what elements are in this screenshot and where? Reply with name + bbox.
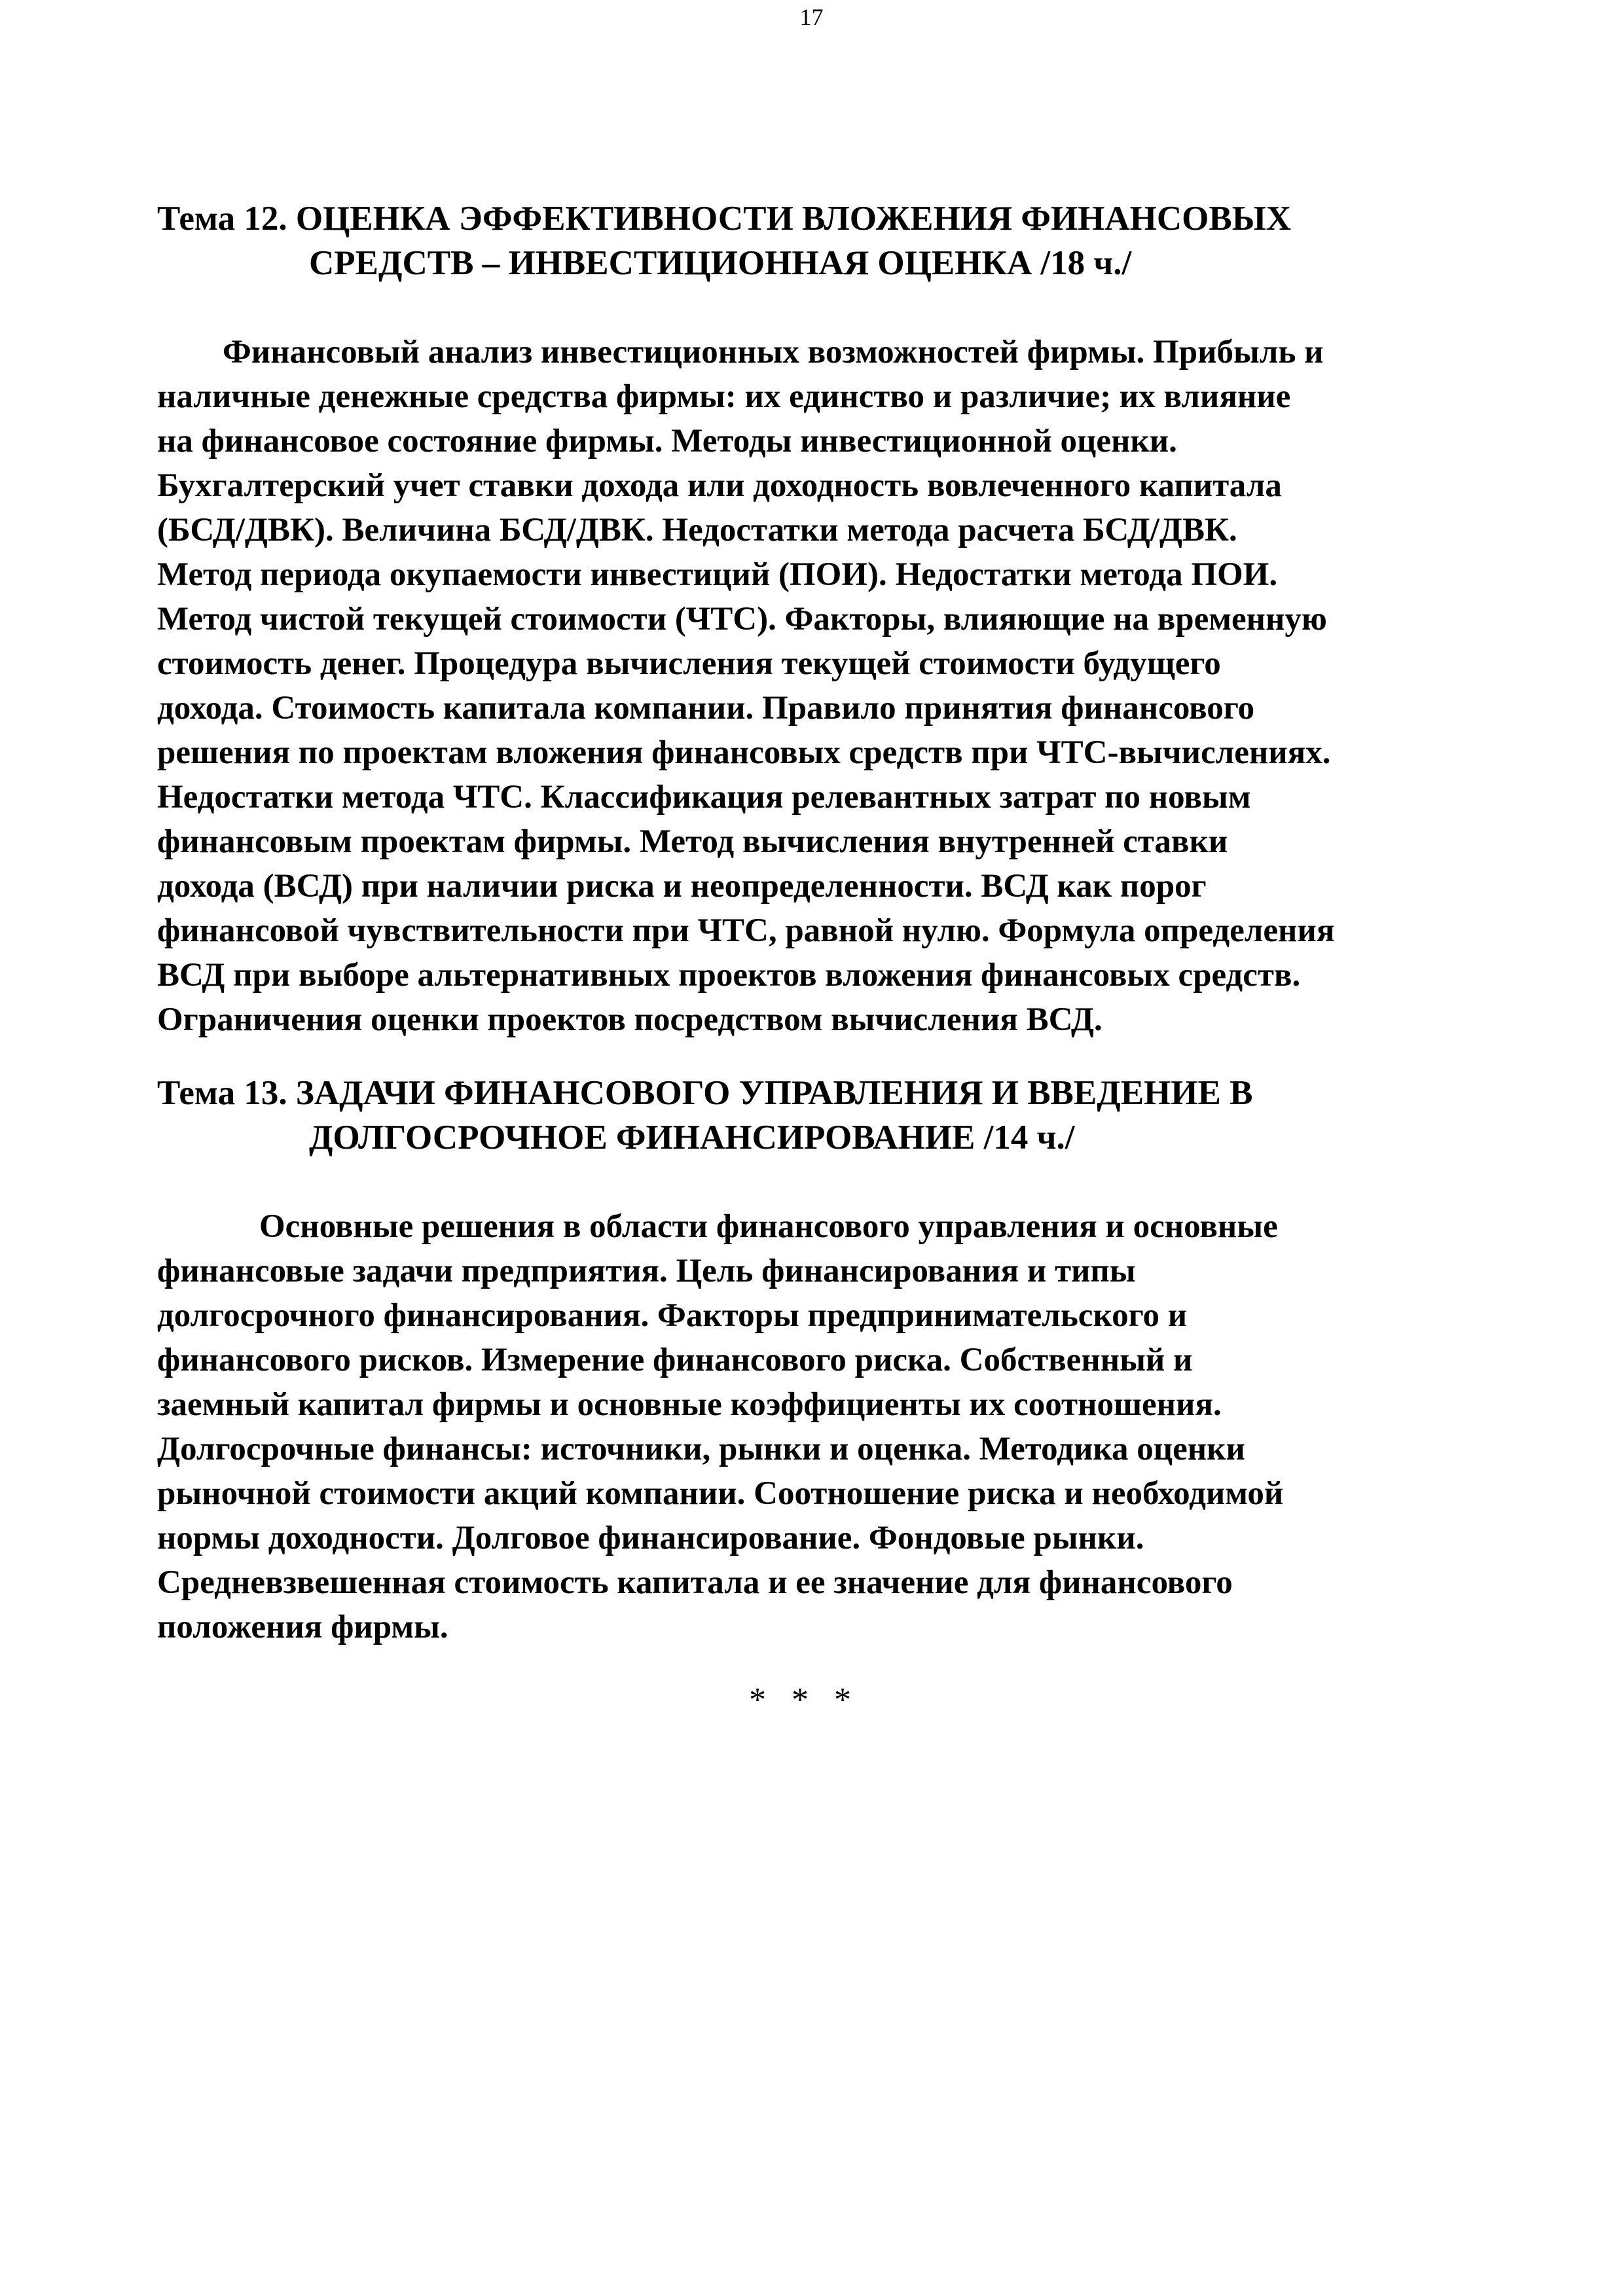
- topic-12-line: Метод чистой текущей стоимости (ЧТС). Факторы, влияющие на временную: [157, 601, 1327, 637]
- section-topic-12: [157, 196, 1519, 1042]
- topic-13-line: финансовые задачи предприятия. Цель финансирования и типы: [157, 1253, 1136, 1289]
- topic-12-line: ВСД при выборе альтернативных проектов вложения финансовых средств.: [157, 957, 1301, 994]
- topic-12-line: решения по проектам вложения финансовых средств при ЧТС-вычислениях.: [157, 734, 1331, 771]
- topic-13-line: положения фирмы.: [157, 1609, 448, 1645]
- topic-12-line: финансовой чувствительности при ЧТС, равной нулю. Формула определения: [157, 912, 1335, 949]
- page-number: 17: [799, 4, 824, 30]
- section-separator: * * *: [749, 1681, 851, 1719]
- topic-13-line: финансового рисков. Измерение финансового риска. Собственный и: [157, 1342, 1193, 1378]
- topic-13-line: нормы доходности. Долговое финансирование. Фондовые рынки.: [157, 1520, 1144, 1556]
- topic-12-heading: [157, 196, 1519, 285]
- topic-12-paragraph: [157, 330, 1519, 1042]
- topic-13-line: Средневзвешенная стоимость капитала и ее значение для финансового: [157, 1564, 1233, 1601]
- topic-12-line: на финансовое состояние фирмы. Методы инвестиционной оценки.: [157, 423, 1177, 459]
- topic-12-line: стоимость денег. Процедура вычисления текущей стоимости будущего: [157, 645, 1221, 682]
- topic-12-heading-line-1: Тема 12. ОЦЕНКА ЭФФЕКТИВНОСТИ ВЛОЖЕНИЯ ФИНАНСОВЫХ: [157, 200, 1292, 238]
- topic-13-heading-line-1: Тема 13. ЗАДАЧИ ФИНАНСОВОГО УПРАВЛЕНИЯ И ВВЕДЕНИЕ В: [157, 1074, 1253, 1112]
- section-topic-13: [157, 1071, 1519, 1649]
- topic-12-line: Финансовый анализ инвестиционных возможностей фирмы. Прибыль и: [223, 334, 1324, 370]
- topic-12-line: финансовым проектам фирмы. Метод вычисления внутренней ставки: [157, 823, 1228, 860]
- topic-13-line: долгосрочного финансирования. Факторы предпринимательского и: [157, 1297, 1188, 1334]
- topic-13-line: заемный капитал фирмы и основные коэффициенты их соотношения.: [157, 1386, 1222, 1423]
- topic-12-line: Ограничения оценки проектов посредством вычисления ВСД.: [157, 1001, 1103, 1038]
- topic-13-line: Долгосрочные финансы: источники, рынки и оценка. Методика оценки: [157, 1431, 1245, 1467]
- topic-13-heading-line-2: ДОЛГОСРОЧНОЕ ФИНАНСИРОВАНИЕ /14 ч./: [309, 1119, 1075, 1157]
- topic-13-line: рыночной стоимости акций компании. Соотношение риска и необходимой: [157, 1475, 1284, 1512]
- topic-12-line: Недостатки метода ЧТС. Классификация релевантных затрат по новым: [157, 779, 1251, 816]
- topic-13-line: Основные решения в области финансового управления и основные: [259, 1208, 1278, 1245]
- topic-12-line: Метод периода окупаемости инвестиций (ПОИ). Недостатки метода ПОИ.: [157, 556, 1278, 593]
- topic-12-line: дохода (ВСД) при наличии риска и неопределенности. ВСД как порог: [157, 868, 1207, 905]
- topic-12-line: Бухгалтерский учет ставки дохода или доходность вовлеченного капитала: [157, 467, 1282, 504]
- topic-12-line: дохода. Стоимость капитала компании. Правило принятия финансового: [157, 690, 1255, 726]
- topic-13-paragraph: [157, 1204, 1519, 1649]
- topic-13-heading: [157, 1071, 1519, 1160]
- topic-12-heading-line-2: СРЕДСТВ – ИНВЕСТИЦИОННАЯ ОЦЕНКА /18 ч./: [309, 244, 1132, 282]
- topic-12-line: наличные денежные средства фирмы: их единство и различие; их влияние: [157, 378, 1291, 415]
- topic-12-line: (БСД/ДВК). Величина БСД/ДВК. Недостатки метода расчета БСД/ДВК.: [157, 512, 1237, 548]
